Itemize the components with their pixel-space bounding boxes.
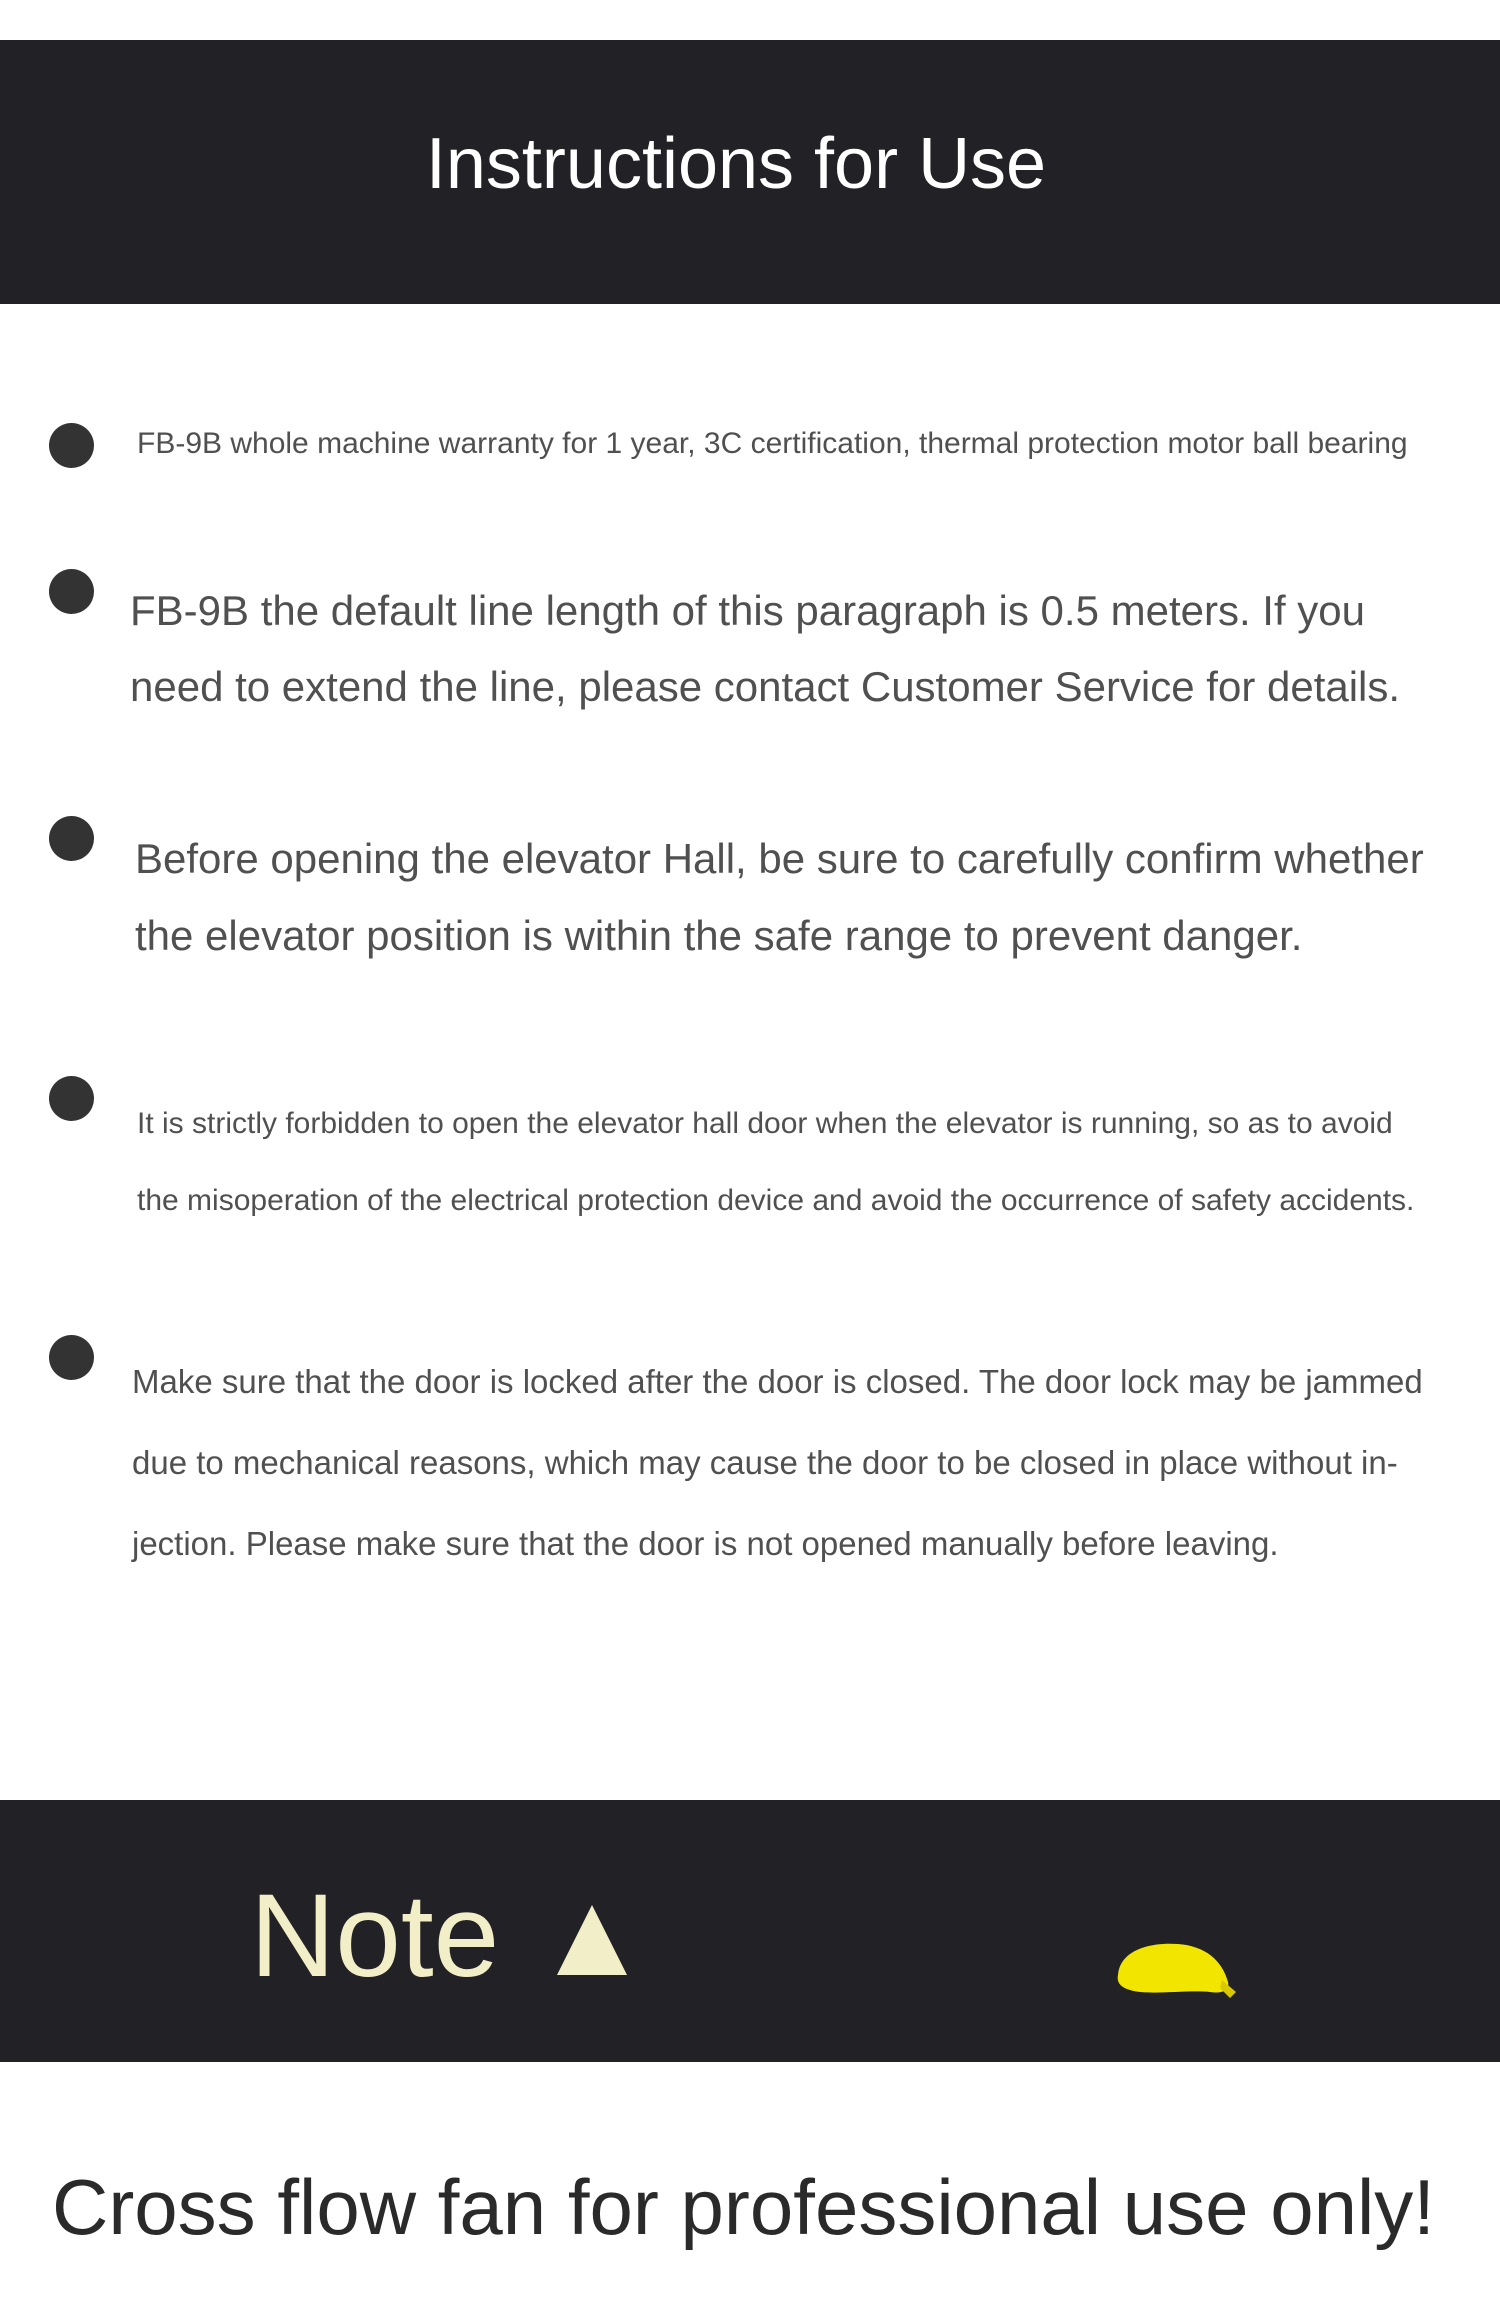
bullet-dot-icon bbox=[49, 1076, 94, 1121]
list-item-line: due to mechanical reasons, which may cause the door to be closed in place without in- bbox=[132, 1444, 1398, 1481]
list-item-line: FB-9B whole machine warranty for 1 year, 3C certification, thermal protection motor ball bearing bbox=[137, 427, 1408, 460]
bullet-dot-icon bbox=[49, 816, 94, 861]
list-item-line: It is strictly forbidden to open the elevator hall door when the elevator is running, so as to avoid bbox=[137, 1107, 1393, 1140]
list-item-line: the elevator position is within the safe range to prevent danger. bbox=[135, 912, 1303, 959]
professional-use-notice: Cross flow fan for professional use only! bbox=[52, 2163, 1435, 2251]
list-item-text bbox=[132, 1341, 1423, 1584]
list-item-text bbox=[135, 820, 1424, 974]
warning-triangle-icon bbox=[557, 1905, 627, 1975]
hard-hat-icon bbox=[1110, 1930, 1240, 2000]
list-item-text bbox=[137, 429, 1408, 459]
note-banner bbox=[0, 1800, 1500, 2062]
page-title: Instructions for Use bbox=[425, 124, 1047, 204]
list-item-line: jection. Please make sure that the door is not opened manually before leaving. bbox=[132, 1525, 1279, 1562]
list-item-line: Before opening the elevator Hall, be sure to carefully confirm whether bbox=[135, 835, 1424, 882]
list-item-line: the misoperation of the electrical protection device and avoid the occurrence of safety accidents. bbox=[137, 1184, 1415, 1217]
list-item-line: need to extend the line, please contact Customer Service for details. bbox=[130, 663, 1401, 710]
bullet-dot-icon bbox=[49, 423, 94, 468]
bullet-dot-icon bbox=[49, 569, 94, 614]
list-item-text bbox=[137, 1085, 1414, 1239]
list-item-line: FB-9B the default line length of this paragraph is 0.5 meters. If you bbox=[130, 587, 1366, 634]
list-item-line: Make sure that the door is locked after the door is closed. The door lock may be jammed bbox=[132, 1363, 1423, 1400]
list-item-text bbox=[130, 573, 1400, 725]
bullet-dot-icon bbox=[49, 1335, 94, 1380]
note-title: Note bbox=[250, 1870, 500, 2002]
